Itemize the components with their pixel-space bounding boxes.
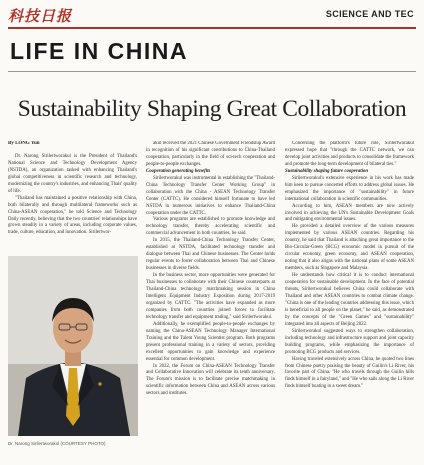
article-paragraph: Additionally, he exemplified people-to-people exchanges by naming the China-ASEAN Technology Manager International Training and the Talent Young Scientist program. Both programs present professional training in a variety of sectors, providing excellent opportunities to gain knowledge and experience essential for common development.: [146, 321, 275, 362]
article-paragraph: Various programs are established to promote knowledge and technology transfer, thereby accelerating scientific and commercial advancement in both countries, he said.: [146, 217, 275, 237]
article-paragraph: Dr. Narong Sirilertworakul is the President of Thailand's National Science and Technology Development Agency (NSTDA), an organization tasked with enhancing Thailand's global competitiveness in scientific research and technology, modernizing the country's industries, and enhancing Thais' quality of life.: [8, 153, 137, 194]
section-subheading: Sustainability shaping future cooperation: [285, 168, 369, 174]
column-title: LIFE IN CHINA: [10, 38, 188, 64]
article-paragraph: In the business sector, more opportunities were generated for Thai businesses to collaborate with their Chinese counterparts at Thailand-China technology matchmaking session in China Intelligent Equipment Industry Exposition during 2017-2019 organized by CATTC. "The activities have expanded as more companies from both countries joined forces to facilitate technology transfer and equipment trading," said Sirilertworakul.: [146, 273, 275, 320]
article-paragraph: He understands how critical it is to conduct international cooperation for sustainable development. In the face of potential threats, Sirilertworakul believes China could collaborate with Thailand and other ASEAN countries to combat climate change. "China is one of the leading countries addressing this issue, which is beneficial to all people on the planet," he said, as demonstrated by the concepts of the "Green Games" and "sustainability" integrated into all aspects of Beijing 2022.: [285, 273, 414, 327]
article-paragraph: According to him, ASEAN members are now actively involved in achieving the UN's Sustainable Development Goals and mitigating environmental issues.: [285, 203, 414, 223]
article-paragraph: Concerning the platform's future role, Sirilertworakul expressed hope that "through the CATTC network, we can develop joint activities and products to consolidate the framework and promote the long-term development of bilateral ties.": [285, 141, 414, 167]
article-column-3: [285, 141, 414, 446]
masthead-rule: [8, 27, 416, 29]
portrait-illustration: [8, 256, 138, 436]
article-headline: Sustainability Shaping Great Collaboration: [17, 96, 407, 122]
portrait-photo: [8, 256, 138, 436]
article-column-1: [8, 141, 137, 251]
article-paragraph: In 2015, the Thailand-China Technology Transfer Center, established at NSTDA, facilitated technology transfer and dialogue between Thai and Chinese businesses. The Center holds regular events to foster collaboration between Thai and Chinese businesses in diverse fields.: [146, 238, 275, 272]
article-paragraph: In 2022, the Forum on China-ASEAN Technology Transfer and Collaborative Innovation will celebrate its tenth anniversary. The Forum's mission is to facilitate precise matchmaking in scientific information between China and ASEAN across various sectors and institutes.: [146, 363, 275, 397]
byline: By LONG Yun: [8, 141, 40, 146]
article-paragraph: He provided a detailed overview of the various measures implemented by various ASEAN countries. Regarding his country, he said that Thailand is attaching great importance to the Bio-Circular-Green (BCG) economic model in pursuit of the circular economy, green economy, and ASEAN cooperation, noting that it also aligns with the national plans of some ASEAN members, such as Singapore and Malaysia.: [285, 224, 414, 272]
article-paragraph: Sirilertworakul suggested ways to strengthen collaboration, including technology and infrastructure support and joint capacity building programs, while emphasizing the importance of promoting BCG products and services.: [285, 328, 414, 355]
article-paragraph: Sirilertworakul's extensive experience in his work has made him keen to pursue concerted efforts to address global issues. He emphasized the importance of "sustainability" in future international collaboration in scientific communities.: [285, 175, 414, 202]
article-paragraph: Sirilertworakul was instrumental in establishing the "Thailand-China Technology Transfer Center Working Group" in collaboration with the China - ASEAN Technology Transfer Center (CATTC). He considered himself fortunate to have led NSTDA in numerous initiatives to enhance Thailand-China cooperation under the CATTC.: [146, 175, 275, 216]
article-paragraph: akul received the 2021 Chinese Government Friendship Award in recognition of his significant contributions to China-Thailand cooperation, particularly in the field of sci-tech cooperation and people-to-people exchanges.: [146, 141, 275, 167]
newspaper-logo: 科技日报: [8, 7, 73, 25]
title-rule: [8, 71, 416, 72]
section-subheading: Cooperation generating benefits: [146, 168, 211, 174]
article-paragraph: Having traveled extensively across China, he quoted two lines from Chinese poetry praising the beauty of Guilin's Li River, his favorite part of China. "He who travels through the Guilin hills finds himself in a fairyland," and "He who sails along the Li River finds himself boating in a sweet dream.": [285, 356, 414, 390]
article-paragraph: "Thailand has maintained a positive relationship with China, both bilaterally and through multilateral frameworks such as China-ASEAN cooperation," he told Science and Technology Daily recently, believing that the two countries' relationships have grown steadily in a variety of areas, including corporate values, trade, culture, education, and innovation. Sirilertwor-: [8, 195, 137, 236]
section-label: SCIENCE AND TEC: [325, 9, 414, 19]
article-column-2: [146, 141, 275, 446]
photo-caption: Dr. Narong Sirilertworakul (COURTESY PHOTO): [8, 441, 106, 446]
